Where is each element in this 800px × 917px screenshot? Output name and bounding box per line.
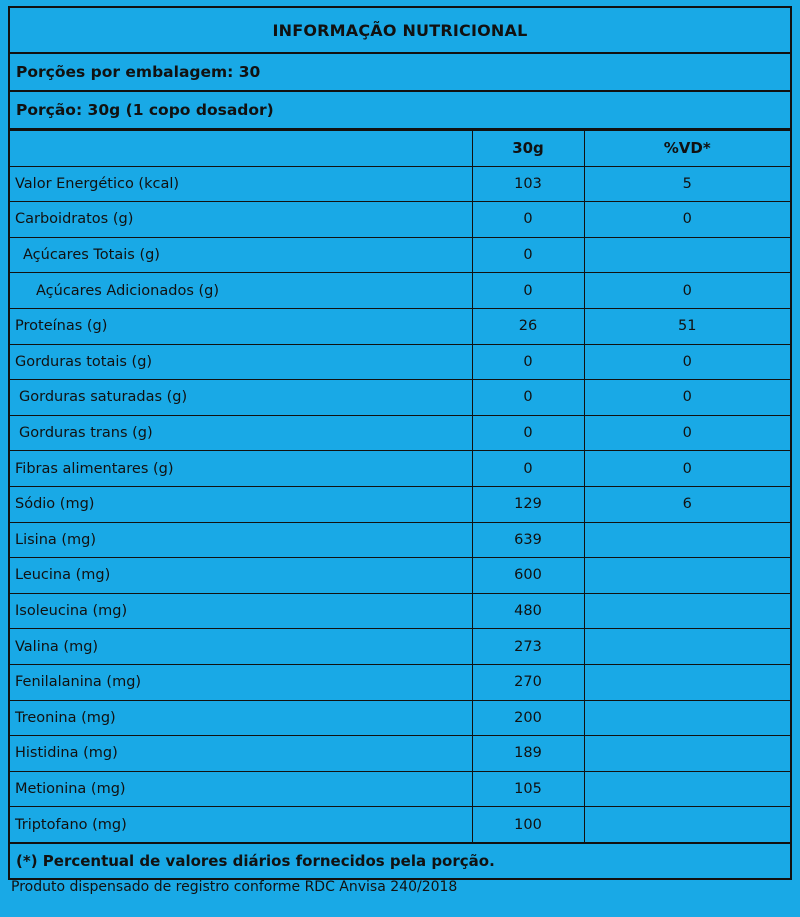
nutrient-amount: 0 xyxy=(472,237,584,273)
nutrient-amount: 26 xyxy=(472,308,584,344)
nutrition-table xyxy=(10,131,790,844)
nutrient-amount: 273 xyxy=(472,629,584,665)
nutrient-name: Histidina (mg) xyxy=(10,736,472,772)
nutrient-daily-value: 6 xyxy=(584,486,790,522)
nutrient-name: Gorduras saturadas (g) xyxy=(10,380,472,416)
table-row xyxy=(10,486,790,522)
nutrient-name: Leucina (mg) xyxy=(10,558,472,594)
nutrient-amount: 270 xyxy=(472,664,584,700)
nutrient-name: Lisina (mg) xyxy=(10,522,472,558)
nutrient-name: Sódio (mg) xyxy=(10,486,472,522)
nutrient-daily-value xyxy=(584,629,790,665)
table-row xyxy=(10,664,790,700)
table-row xyxy=(10,807,790,843)
daily-value-footnote: (*) Percentual de valores diários fornecidos pela porção. xyxy=(16,851,495,870)
nutrient-daily-value xyxy=(584,807,790,843)
nutrient-name: Triptofano (mg) xyxy=(10,807,472,843)
nutrient-amount: 480 xyxy=(472,593,584,629)
table-row xyxy=(10,629,790,665)
nutrient-daily-value: 0 xyxy=(584,380,790,416)
nutrient-daily-value: 5 xyxy=(584,166,790,202)
nutrient-amount: 639 xyxy=(472,522,584,558)
nutrient-daily-value: 0 xyxy=(584,451,790,487)
table-header-row xyxy=(10,131,790,166)
table-row xyxy=(10,273,790,309)
column-header-amount: 30g xyxy=(472,131,584,166)
nutrient-daily-value xyxy=(584,664,790,700)
nutrient-daily-value xyxy=(584,700,790,736)
nutrient-daily-value xyxy=(584,736,790,772)
nutrient-amount: 189 xyxy=(472,736,584,772)
nutrient-amount: 0 xyxy=(472,415,584,451)
serving-size: Porção: 30g (1 copo dosador) xyxy=(10,92,790,131)
nutrient-name: Fibras alimentares (g) xyxy=(10,451,472,487)
servings-per-package: Porções por embalagem: 30 xyxy=(10,54,790,92)
nutrient-daily-value xyxy=(584,771,790,807)
nutrient-name: Açúcares Totais (g) xyxy=(10,237,472,273)
nutrient-daily-value xyxy=(584,558,790,594)
nutrient-amount: 100 xyxy=(472,807,584,843)
nutrient-daily-value: 0 xyxy=(584,415,790,451)
table-row xyxy=(10,558,790,594)
nutrient-daily-value: 0 xyxy=(584,202,790,238)
nutrient-name: Valina (mg) xyxy=(10,629,472,665)
table-row xyxy=(10,700,790,736)
nutrient-amount: 200 xyxy=(472,700,584,736)
table-row xyxy=(10,451,790,487)
table-row xyxy=(10,736,790,772)
column-header-daily-value: %VD* xyxy=(584,131,790,166)
nutrient-name: Gorduras totais (g) xyxy=(10,344,472,380)
nutrient-name: Gorduras trans (g) xyxy=(10,415,472,451)
nutrient-daily-value xyxy=(584,237,790,273)
table-row xyxy=(10,380,790,416)
nutrient-amount: 129 xyxy=(472,486,584,522)
nutrient-name: Açúcares Adicionados (g) xyxy=(10,273,472,309)
nutrient-daily-value: 0 xyxy=(584,273,790,309)
table-row xyxy=(10,237,790,273)
nutrient-amount: 103 xyxy=(472,166,584,202)
table-row xyxy=(10,522,790,558)
nutrient-name: Fenilalanina (mg) xyxy=(10,664,472,700)
nutrient-daily-value: 0 xyxy=(584,344,790,380)
table-row xyxy=(10,771,790,807)
nutrient-amount: 0 xyxy=(472,273,584,309)
table-row xyxy=(10,344,790,380)
nutrient-amount: 600 xyxy=(472,558,584,594)
nutrient-daily-value xyxy=(584,522,790,558)
nutrient-name: Treonina (mg) xyxy=(10,700,472,736)
nutrient-name: Proteínas (g) xyxy=(10,308,472,344)
nutrient-name: Isoleucina (mg) xyxy=(10,593,472,629)
table-row xyxy=(10,308,790,344)
label-title: INFORMAÇÃO NUTRICIONAL xyxy=(10,8,790,54)
nutrient-amount: 0 xyxy=(472,380,584,416)
nutrient-amount: 0 xyxy=(472,451,584,487)
registration-note: Produto dispensado de registro conforme RDC Anvisa 240/2018 xyxy=(11,879,458,895)
table-row xyxy=(10,593,790,629)
nutrient-daily-value: 51 xyxy=(584,308,790,344)
nutrient-daily-value xyxy=(584,593,790,629)
table-row xyxy=(10,166,790,202)
nutrition-facts-label xyxy=(8,6,792,880)
nutrient-amount: 0 xyxy=(472,344,584,380)
nutrient-amount: 0 xyxy=(472,202,584,238)
nutrient-name: Metionina (mg) xyxy=(10,771,472,807)
table-row xyxy=(10,202,790,238)
nutrient-amount: 105 xyxy=(472,771,584,807)
nutrient-name: Valor Energético (kcal) xyxy=(10,166,472,202)
nutrient-name: Carboidratos (g) xyxy=(10,202,472,238)
column-header-nutrient xyxy=(10,131,472,166)
table-row xyxy=(10,415,790,451)
